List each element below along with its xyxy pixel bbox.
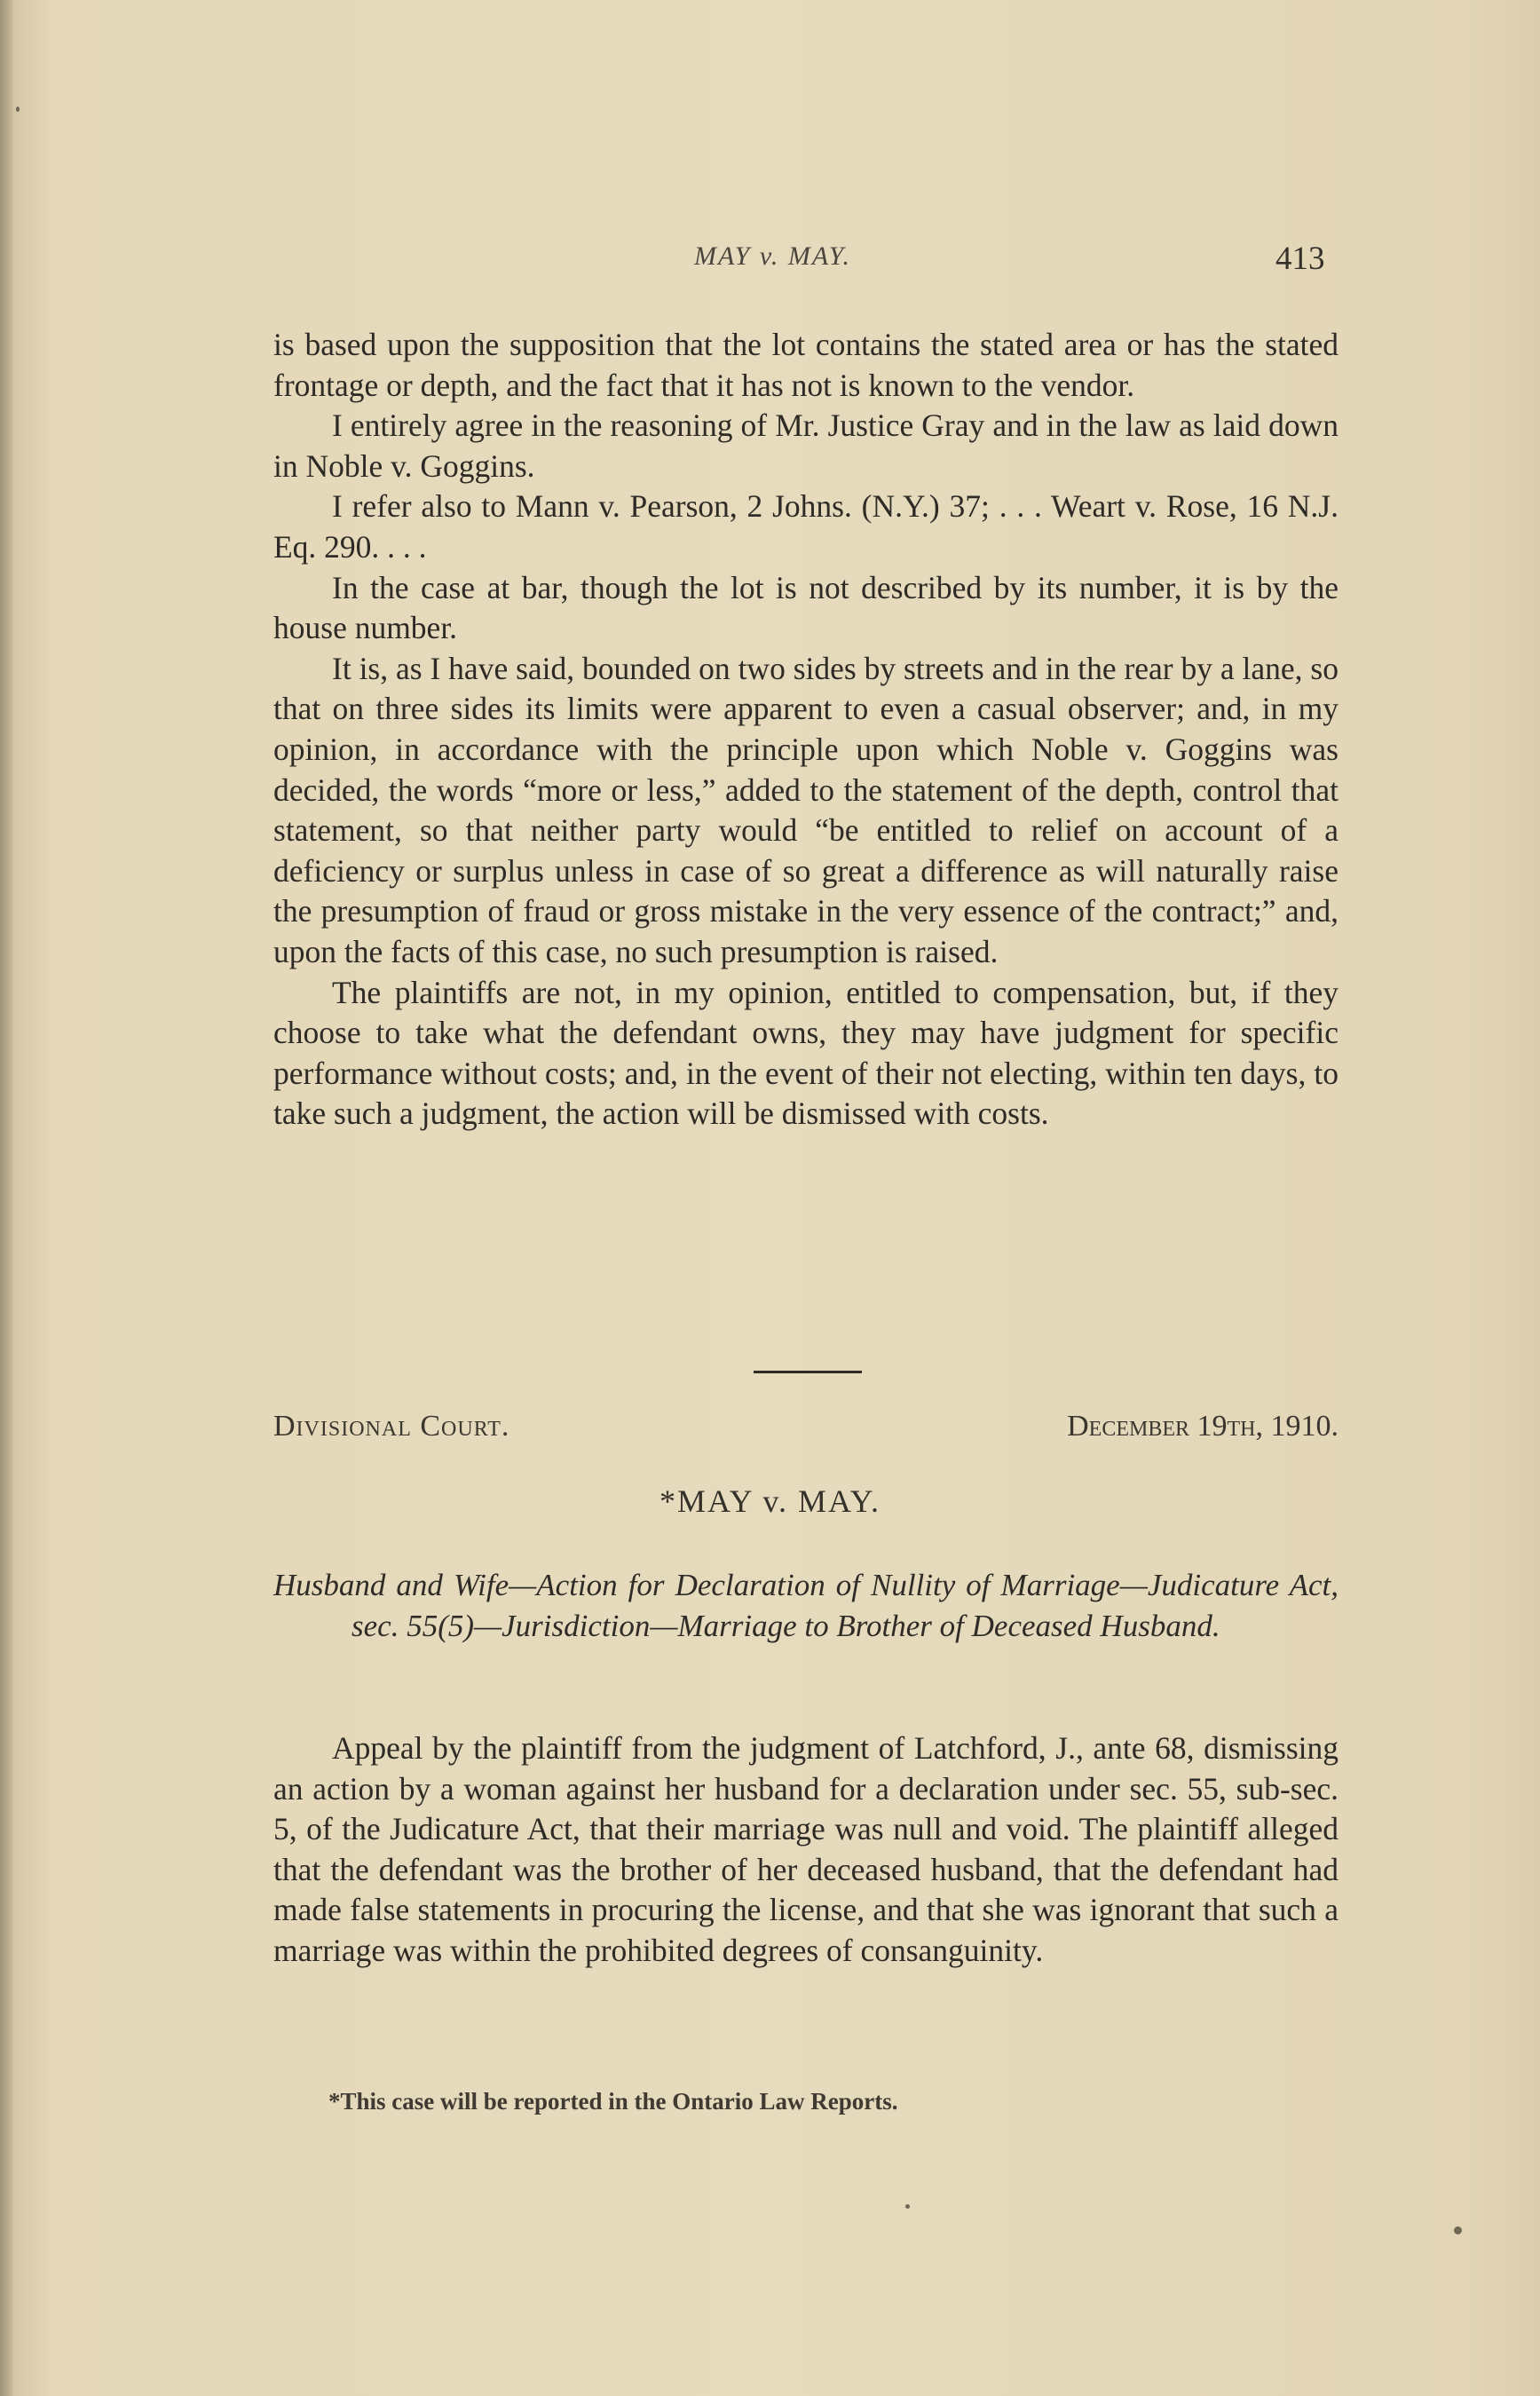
section-divider (754, 1371, 862, 1373)
paper-speck (16, 107, 20, 112)
running-title: MAY v. MAY. (694, 241, 852, 271)
opinion-paragraph: The plaintiffs are not, in my opinion, entitled to compensation, but, if they choose to take what the defendant owns, they may have judgment for specific performance without costs; and, in the event of their not electing, within ten days, to take such a judgment, the action will be dismissed with costs. (273, 974, 1339, 1132)
opinion-paragraph: is based upon the supposition that the lot contains the stated area or has the stated frontage or depth, and the fact that it has not is known to the vendor. (273, 327, 1339, 403)
decision-date: December 19th, 1910. (1067, 1410, 1339, 1443)
court-name: Divisional Court. (273, 1410, 510, 1443)
footnote: *This case will be reported in the Ontario Law Reports. (328, 2088, 898, 2115)
paper-speck (1454, 2226, 1462, 2234)
page-number: 413 (1275, 241, 1325, 277)
case-title: *MAY v. MAY. (659, 1483, 881, 1519)
court-line (273, 1410, 1339, 1452)
case-statement (273, 1728, 1339, 1972)
opinion-paragraph: I refer also to Mann v. Pearson, 2 Johns. (N.Y.) 37; . . . Weart v. Rose, 16 N.J. Eq. 290. . . . (273, 488, 1339, 565)
paper-speck (905, 2204, 910, 2209)
headnote-text: Husband and Wife—Action for Declaration of Nullity of Marriage—Judicature Act, sec. 55(5)—Jurisdiction—Marriage to Brother of Deceased Husband. (273, 1568, 1339, 1643)
opinion-paragraph: In the case at bar, though the lot is not described by its number, it is by the house number. (273, 569, 1339, 646)
opinion-paragraph: I entirely agree in the reasoning of Mr. Justice Gray and in the law as laid down in Noble v. Goggins. (273, 407, 1339, 484)
headnote (273, 1565, 1339, 1646)
running-head (0, 241, 1540, 286)
opinion-text (273, 325, 1339, 1135)
statement-paragraph: Appeal by the plaintiff from the judgment of Latchford, J., ante 68, dismissing an action by a woman against her husband for a declaration under sec. 55, sub-sec. 5, of the Judicature Act, that their marriage was null and void. The plaintiff alleged that the defendant was the brother of her deceased husband, that the defendant had made false statements in procuring the license, and that she was ignorant that such a marriage was within the prohibited degrees of consanguinity. (273, 1730, 1339, 1968)
opinion-paragraph: It is, as I have said, bounded on two sides by streets and in the rear by a lane, so that on three sides its limits were apparent to even a casual observer; and, in my opinion, in accordance with the principle upon which Noble v. Goggins was decided, the words “more or less,” added to the statement of the depth, control that statement, so that neither party would “be entitled to relief on account of a deficiency or surplus unless in case of so great a difference as will naturally raise the presumption of fraud or gross mistake in the very essence of the contract;” and, upon the facts of this case, no such presumption is raised. (273, 650, 1339, 969)
